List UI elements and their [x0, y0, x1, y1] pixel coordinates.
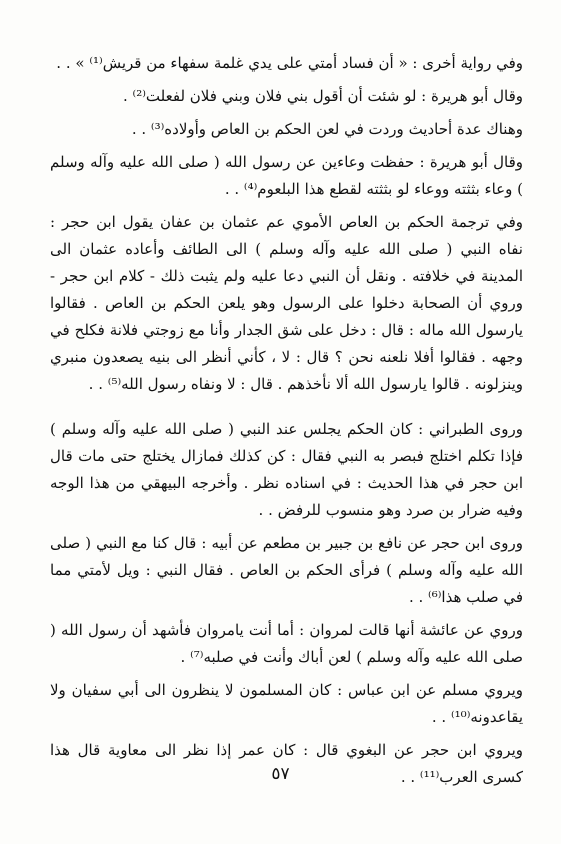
paragraph-8: وروي عن عائشة أنها قالت لمروان : أما أنت يامروان فأشهد أن رسول الله ( صلى الله عليه وآله وسلم ) لعن أباك وأنت في صلبه⁽⁷⁾ . [50, 621, 523, 666]
paragraph-6: وروى الطبراني : كان الحكم يجلس عند النبي ( صلى الله عليه وآله وسلم ) فإذا تكلم اختلج فبصر به النبي فقال : كن كذلك فمازال يختلج حتى مات قال ابن حجر في هذا الحديث : في اسناده نظر . وأخرجه البيهقي من هذا الوجه وفيه ضرار بن صرد وهو منسوب للرفض . . [50, 420, 523, 519]
paragraph-10: ويروي ابن حجر عن البغوي قال : كان عمر إذا نظر الى معاوية قال هذا كسرى العرب⁽¹¹⁾ . . [50, 741, 523, 786]
paragraph-9: ويروي مسلم عن ابن عباس : كان المسلمون لا ينظرون الى أبي سفيان ولا يقاعدونه⁽¹⁰⁾ . . [50, 681, 523, 726]
paragraph-1: وفي رواية أخرى : « أن فساد أمتي على يدي غلمة سفهاء من قريش⁽¹⁾ » . . [56, 54, 523, 72]
paragraph-2: وقال أبو هريرة : لو شئت أن أقول بني فلان وبني فلان لفعلت⁽²⁾ . [123, 87, 523, 105]
paragraph-7: وروى ابن حجر عن نافع بن جبير بن مطعم عن أبيه : قال كنا مع النبي ( صلى الله عليه وآله وسلم ) فرأى الحكم بن العاص . فقال النبي : ويل لأمتي مما في صلب هذا⁽⁶⁾ . . [50, 534, 523, 606]
paragraph-5: وفي ترجمة الحكم بن العاص الأموي عم عثمان بن عفان يقول ابن حجر : نفاه النبي ( صلى الله عليه وآله وسلم ) الى الطائف وأعاده عثمان الى المدينة في خلافته . ونقل أن النبي دعا عليه ولم يثبت ذلك - كلام ابن حجر - وروي أن الصحابة دخلوا على الرسول وهو يلعن الحكم بن العاص . فقالوا يارسول الله ماله : قال : دخل على شق الجدار وأنا مع زوجتي فلانة فكلح في وجهه . فقالوا أفلا نلعنه نحن ؟ قال : لا ، كأني أنظر الى بنيه يصعدون منبري وينزلونه . قالوا يارسول الله ألا نأخذهم . قال : لا ونفاه رسول الله⁽⁵⁾ . . [50, 213, 523, 393]
paragraph-4: وقال أبو هريرة : حفظت وعاءين عن رسول الله ( صلى الله عليه وآله وسلم ) وعاء بثثته ووعاء لو بثثته لقطع هذا البلعوم⁽⁴⁾ . . [50, 153, 523, 198]
paragraph-3: وهناك عدة أحاديث وردت في لعن الحكم بن العاص وأولاده⁽³⁾ . . [131, 120, 523, 138]
page-number: ٥٧ [271, 764, 290, 784]
